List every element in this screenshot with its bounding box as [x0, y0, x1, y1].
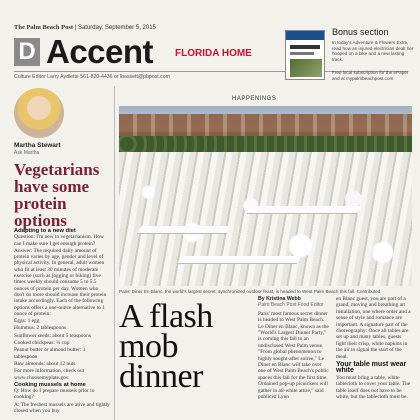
story-byline: By Kristina Webb [258, 296, 301, 302]
column-list-item: Eggs: 1 egg [14, 318, 40, 325]
photo-table [137, 226, 232, 234]
photo-table [177, 256, 302, 264]
story-column-1 [258, 296, 330, 402]
section-subtitle: FLORIDA HOME [175, 48, 252, 59]
column-divider [114, 86, 115, 420]
photo-trees [119, 136, 412, 152]
story-text: Paris' most famous secret dinner is headed to West Palm Beach. Le Diner en Blanc, known as the "World's Largest Dinner Party," is coming this fall to an undisclosed West Palm venue. "From global phenomenon to highly sought-after soiree," Le Diner en Blanc will take over one of West Palm Beach's public spaces this fall for the first time. Ordained pop-up picnickers will gather in all-white attire," said publicist Lynn [258, 310, 329, 401]
paper-name: The Palm Beach Post [14, 24, 74, 31]
column-list-item: Raw almonds: about 12 nuts [14, 360, 76, 367]
section-name: Accent [46, 33, 154, 70]
lead-photo [119, 106, 412, 286]
column-list-item: Peanut butter or almond butter: 1 tablespoon [14, 347, 86, 360]
masthead-flag [14, 24, 156, 31]
story-text-3: You must bring a table, white tablecloth to cover your table. The table itself does not have to be white, but the tablecloth must be. [336, 374, 411, 401]
story-byline-sub: Palm Beach Post Food Editor [258, 302, 324, 309]
column-body [14, 227, 110, 415]
author-photo [14, 88, 64, 138]
promo-thumb-header [286, 31, 324, 40]
photo-crowd [119, 152, 412, 286]
flag-separator: | [74, 25, 78, 31]
column-answer-2: A: The freshest mussels are alive and tightly closed when you buy [14, 401, 110, 415]
column-more: For more information, check out www.choosemyplate.gov. [14, 368, 85, 381]
promo-footer: Free local subscription for the ePaper and at mypalmbeachpost.com [332, 70, 409, 81]
column-question: Question: I'm new to vegetarianism. How can I make sure I get enough protein? [14, 234, 104, 247]
story-subhead: Your table must wear white [336, 361, 407, 375]
story-column-2 [336, 296, 412, 402]
photo-caption: Paris' Diner En Blanc, the world's largest secret, synchronized outdoor feast, is headed to West Palm Beach this fall. Contributed [119, 289, 381, 294]
photo-table [247, 206, 362, 214]
section-kicker: HAPPENINGS [232, 96, 277, 102]
column-author: Martha Stewart [14, 142, 61, 149]
column-list-item: Cooked chickpeas: ¼ cup [14, 340, 70, 347]
column-list-item: Sunflower seeds: about 5 teaspoons [14, 332, 91, 339]
column-list-item: Hummus: 2 tablespoons [14, 325, 67, 332]
story-headline: A flash mob dinner [119, 298, 213, 395]
column-q2-label: Cooking mussels at home [14, 381, 86, 388]
promo-body: In today's Adventure & Flowers Extra, read how an injured electrician dealt her hooped on a bike and a new lasting track. [332, 40, 414, 62]
contact-line: Culture Editor Larry Aydlette 561-820-4436 or lbassett@pbpost.com [14, 74, 170, 80]
section-letter: D [14, 38, 40, 66]
column-answer: Answer: The required daily amount of protein varies by age, gender and level of physical activity. In general, adult women who fit at least 30 minutes of moderate exercise (such as jogging or biking) five times weekly should consume 5 to 5.5 ounces of protein per day. Women who don't do more should increase their protein intake accordingly. Each of the following options offers a one-ounce alternative to 1 ounce of protein: [14, 247, 107, 317]
issue-date: Saturday, September 5, 2015 [77, 25, 156, 31]
column-headline: Vegetarians have some protein options [14, 160, 100, 230]
promo-thumbnail [285, 30, 325, 80]
promo-title: Bonus section [332, 27, 389, 37]
story-text-2: en Blanc guest, you are part of a grand, moving and breathing art installation, one where order and a sense of style and romance are important. A signature part of the choreography: Once all tables are set up and many tables, guests light their crisp, white napkins in the air to signal the start of the meal. [336, 296, 411, 360]
column-q-label: Adapting to a new diet [14, 228, 76, 234]
column-question-2: Q: How do I prepare mussels prior to cooking? [14, 388, 95, 401]
promo-thumb-subtitle [290, 52, 314, 55]
promo-thumb-title [290, 45, 320, 49]
promo-thumb-image [290, 59, 322, 77]
column-author-sub: Ask Martha [14, 150, 40, 156]
